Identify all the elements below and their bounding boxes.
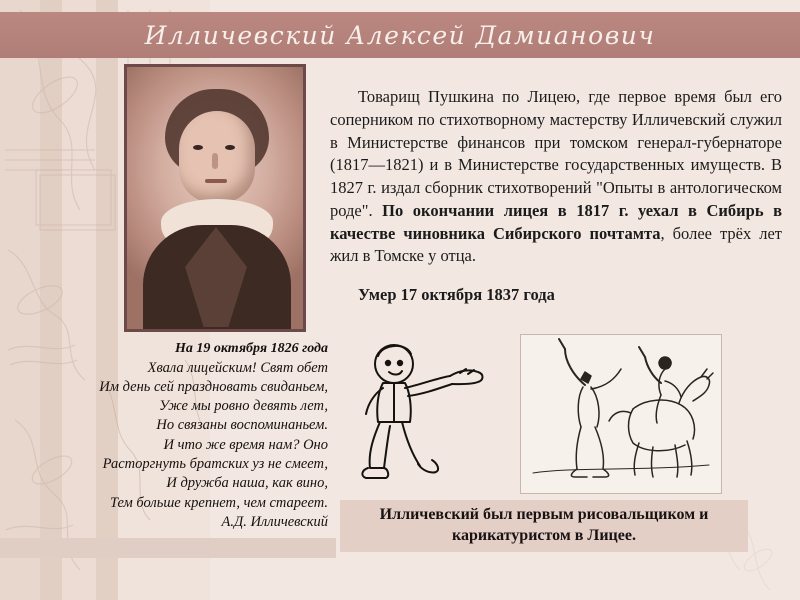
portrait-nose [212,153,218,169]
biography-paragraph [330,86,782,268]
poem-title: На 19 октября 1826 года [174,341,328,356]
poem-line: И дружба наша, как вино, [166,475,328,492]
caricature-boy-drawing [350,336,500,496]
death-date-line: Умер 17 октября 1837 года [358,285,555,304]
portrait-eye-left [193,145,203,150]
caption-line-2: карикатуристом в Лицее. [452,527,636,544]
portrait-eye-right [225,145,235,150]
poem-block [36,340,328,532]
biography-text-part1: Товарищ Пушкина по Лицею, где первое время был его соперником по стихотворному мастерству Илличевский служил в Министерстве финансов при томском генерал-губернаторе (1817—1821) и в Министерстве государственных имуществ. В 1827 г. издал сборник стихотворений "Опыты в антологическом роде". [330,87,782,220]
poem-line: Но связаны воспоминаньем. [156,417,328,434]
caption-line-1: Илличевский был первым рисовальщиком и [379,506,709,524]
caption-bar [340,500,748,552]
biography-text-bold: По окончании лицея в 1817 г. уехал в Сибирь в качестве чиновника Сибирского почтамта [330,200,783,243]
portrait-mouth [205,179,227,183]
portrait-image [127,67,303,329]
poem-line: Уже мы ровно девять лет, [159,398,328,415]
page-title: Илличевский Алексей Дамианович [144,20,656,50]
poem-line: Им день сей праздновать свиданьем, [99,378,328,395]
slide-title-bar [0,12,800,58]
poem-signature: А.Д. Илличевский [221,513,328,530]
poem-line: Тем больше крепнет, чем стареет. [109,494,328,511]
biography-text-part2: , более трёх лет жил в Томске у отца. [330,223,782,266]
poem-line: Расторгнуть братских уз не смеет, [102,456,328,473]
bottom-band [0,538,336,558]
poem-line: Хвала лицейским! Свят обет [147,359,328,376]
horsemen-battle-drawing [520,334,722,494]
portrait-frame [124,64,306,332]
caption-text [370,505,719,547]
poem-line: И что же время нам? Оно [163,436,328,453]
